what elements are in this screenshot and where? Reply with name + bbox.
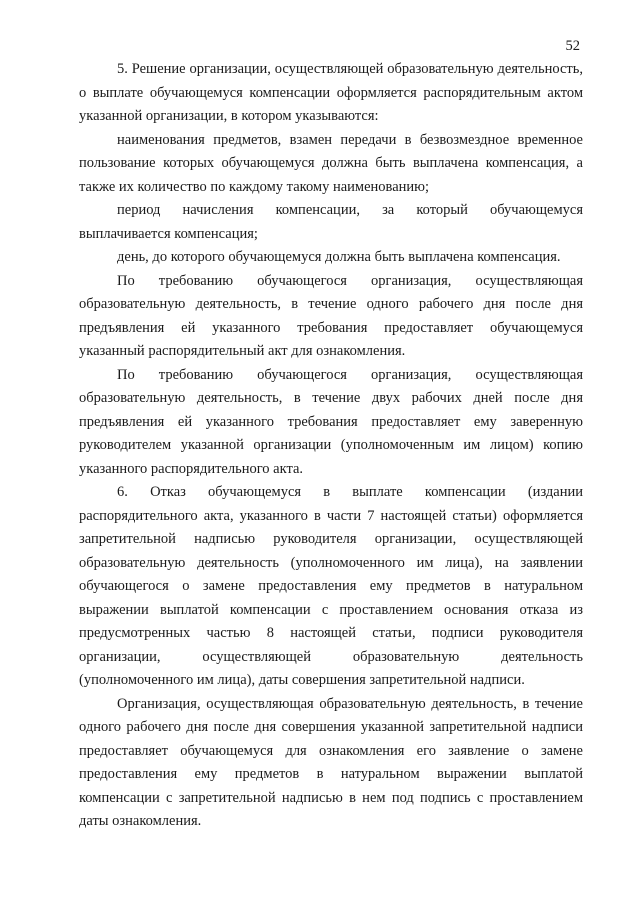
- paragraph-request-one-day: По требованию обучающегося организация, осуществляющая образовательную деятельность, в течение одного рабочего дня после дня предъявления ей указанного требования предоставляет обучающемуся указанный распорядительный акт для ознакомления.: [79, 272, 583, 359]
- document-body: [79, 58, 583, 834]
- paragraph-refusal-notice: Организация, осуществляющая образовательную деятельность, в течение одного рабочего дня после дня совершения указанной запретительной надписи предоставляет обучающемуся для ознакомления его заявление о замене предоставления ему предметов в натуральном выражении выплатой компенсации с запретительной надписью в нем под подпись с проставлением даты ознакомления.: [79, 695, 583, 829]
- paragraph-item-names: наименования предметов, взамен передачи в безвозмездное временное пользование которых обучающемуся должна быть выплачена компенсация, а также их количество по каждому такому наименованию;: [79, 131, 583, 195]
- page-number: 52: [565, 38, 580, 54]
- paragraph-item-period: период начисления компенсации, за который обучающемуся выплачивается компенсация;: [79, 202, 583, 242]
- paragraph-5-decision: 5. Решение организации, осуществляющей образовательную деятельность, о выплате обучающемуся компенсации оформляется распорядительным актом указанной организации, в котором указываются:: [79, 61, 583, 124]
- paragraph-request-two-days: По требованию обучающегося организация, осуществляющая образовательную деятельность, в течение двух рабочих дней после дня предъявления ей указанного требования предоставляет ему заверенную руководителем указанной организации (уполномоченным им лицом) копию указанного распорядительного акта.: [79, 366, 583, 477]
- paragraph-6-refusal: 6. Отказ обучающемуся в выплате компенсации (издании распорядительного акта, указанного в части 7 настоящей статьи) оформляется запретительной надписью руководителя организации, осуществляющей образовательную деятельность (уполномоченного им лица), на заявлении обучающегося о замене предоставления ему предметов в натуральном выражении выплатой компенсации с проставлением основания отказа из предусмотренных частью 8 настоящей статьи, подписи руководителя организации, осуществляющей образовательную деятельность (уполномоченного им лица), даты совершения запретительной надписи.: [79, 484, 583, 688]
- paragraph-item-day: день, до которого обучающемуся должна быть выплачена компенсация.: [117, 249, 561, 265]
